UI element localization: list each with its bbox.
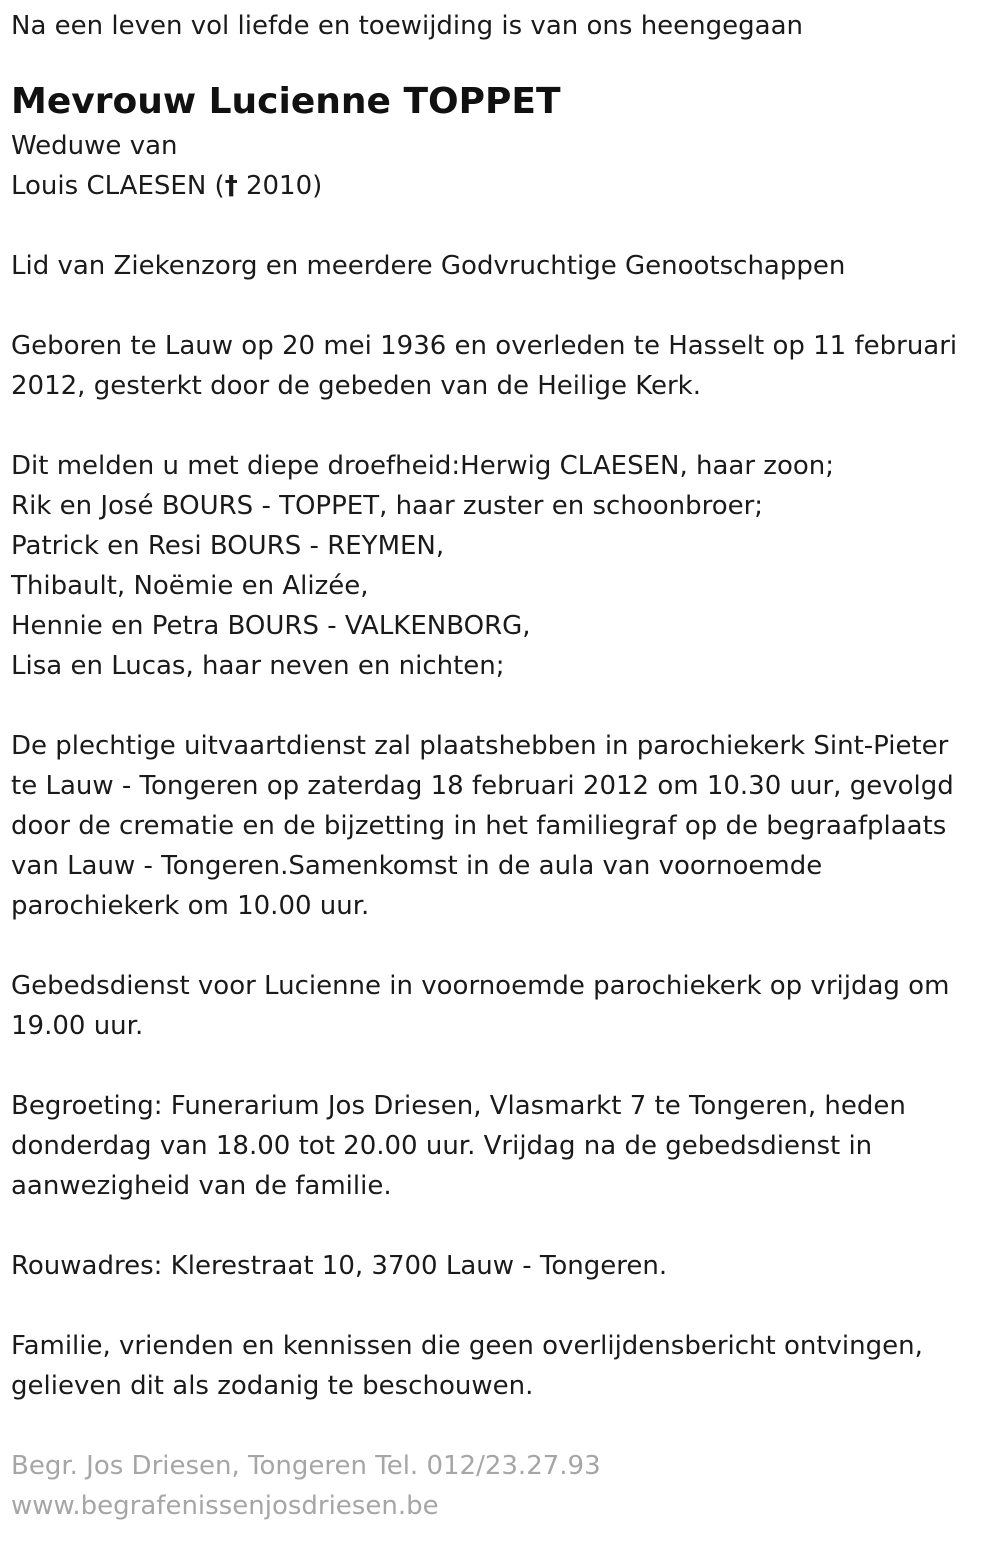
spouse-name: Louis CLAESEN ( — [11, 171, 225, 201]
paragraph-line: gelieven dit als zodanig te beschouwen. — [11, 1371, 534, 1401]
paragraph-line: door de crematie en de bijzetting in het familiegraf op de begraafplaats — [11, 811, 947, 841]
footer — [11, 1446, 990, 1526]
notice-paragraph — [11, 1326, 990, 1406]
paragraph-line: Geboren te Lauw op 20 mei 1936 en overleden te Hasselt op 11 februari — [11, 331, 958, 361]
paragraph-line: Begroeting: Funerarium Jos Driesen, Vlasmarkt 7 te Tongeren, heden — [11, 1091, 906, 1121]
family-line: Lisa en Lucas, haar neven en nichten; — [11, 651, 505, 681]
paragraph-line: Familie, vrienden en kennissen die geen overlijdensbericht ontvingen, — [11, 1331, 923, 1361]
prayer-paragraph — [11, 966, 990, 1046]
family-list — [11, 446, 990, 686]
paragraph-line: 19.00 uur. — [11, 1011, 144, 1041]
birth-death-paragraph — [11, 326, 990, 406]
spouse-name-line — [11, 166, 990, 206]
paragraph-line: van Lauw - Tongeren.Samenkomst in de aula van voornoemde — [11, 851, 823, 881]
paragraph-line: De plechtige uitvaartdienst zal plaatshebben in parochiekerk Sint-Pieter — [11, 731, 949, 761]
intro-text: Na een leven vol liefde en toewijding is van ons heengegaan — [11, 11, 803, 41]
undertaker-website: www.begrafenissenjosdriesen.be — [11, 1491, 439, 1521]
family-line: Rik en José BOURS - TOPPET, haar zuster en schoonbroer; — [11, 491, 764, 521]
spouse-death-year: 2010) — [237, 171, 323, 201]
spouse-label: Weduwe van — [11, 131, 178, 161]
paragraph-line: Gebedsdienst voor Lucienne in voornoemde parochiekerk op vrijdag om — [11, 971, 950, 1001]
membership-text: Lid van Ziekenzorg en meerdere Godvruchtige Genootschappen — [11, 251, 846, 281]
visitation-paragraph — [11, 1086, 990, 1206]
undertaker-contact: Begr. Jos Driesen, Tongeren Tel. 012/23.27.93 — [11, 1451, 601, 1481]
paragraph-line: donderdag van 18.00 tot 20.00 uur. Vrijdag na de gebedsdienst in — [11, 1131, 873, 1161]
paragraph-line: parochiekerk om 10.00 uur. — [11, 891, 370, 921]
paragraph-line: te Lauw - Tongeren op zaterdag 18 februari 2012 om 10.30 uur, gevolgd — [11, 771, 954, 801]
family-line: Hennie en Petra BOURS - VALKENBORG, — [11, 611, 531, 641]
paragraph-line: 2012, gesterkt door de gebeden van de Heilige Kerk. — [11, 371, 701, 401]
funeral-paragraph — [11, 726, 990, 926]
paragraph-line: aanwezigheid van de familie. — [11, 1171, 392, 1201]
family-line: Thibault, Noëmie en Alizée, — [11, 571, 369, 601]
mourning-address: Rouwadres: Klerestraat 10, 3700 Lauw - Tongeren. — [11, 1251, 668, 1281]
family-line: Dit melden u met diepe droefheid:Herwig CLAESEN, haar zoon; — [11, 451, 834, 481]
deceased-name: Mevrouw Lucienne TOPPET — [11, 81, 561, 122]
cross-icon: † — [224, 171, 238, 201]
family-line: Patrick en Resi BOURS - REYMEN, — [11, 531, 445, 561]
